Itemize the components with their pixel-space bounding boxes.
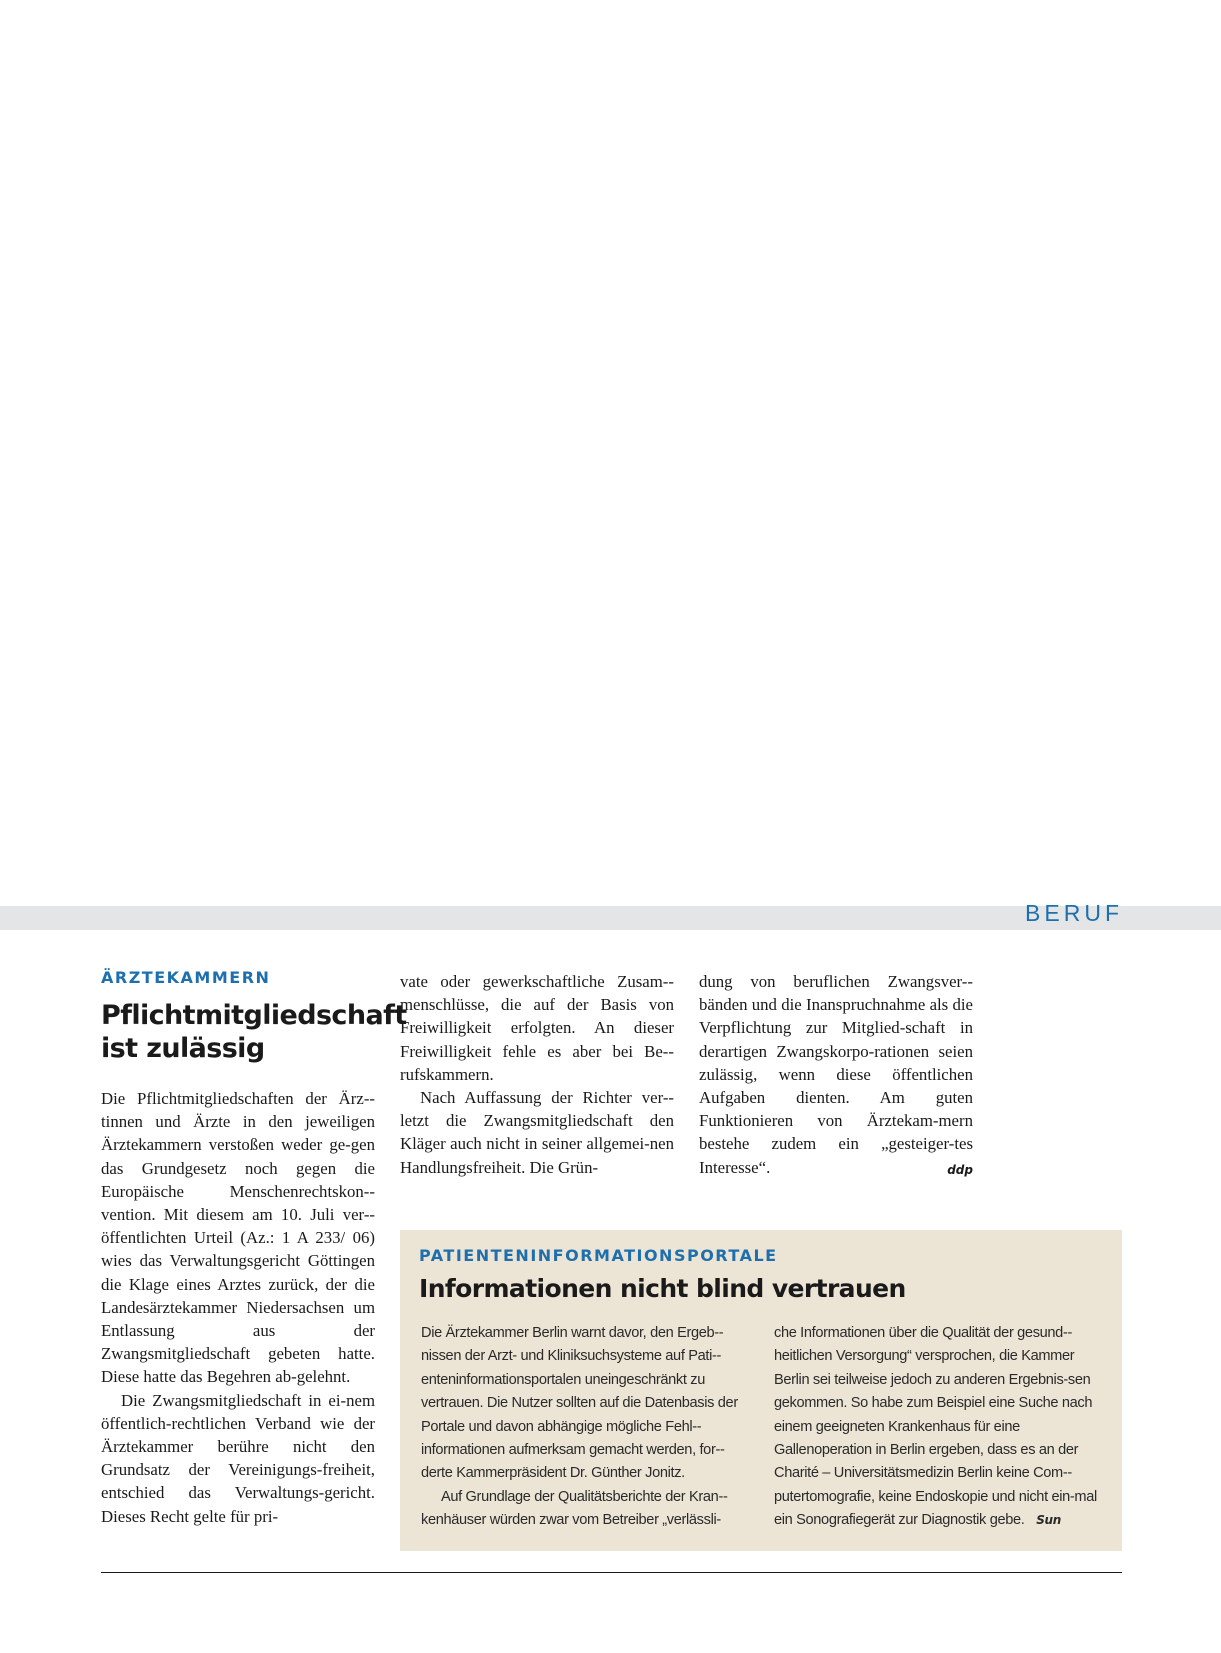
article1-column-2 [400,970,674,1179]
article1-paragraph: vate oder gewerkschaftliche Zusam-menschlüsse, die auf der Basis von Freiwilligkeit erfolgten. An dieser Freiwilligkeit fehle es aber bei Be-rufskammern. [400,972,674,1084]
article2-paragraph: Auf Grundlage der Qualitätsberichte der Kran-kenhäuser würden zwar vom Betreiber „verlässli- [421,1488,728,1529]
info-box [400,1230,1122,1551]
article1-paragraph-text: dung von beruflichen Zwangsver-bänden und die Inanspruchnahme als die Verpflichtung zur Mitglied-schaft in derartigen Zwangskorpo-rationen seien zulässig, wenn diese öffentlichen Aufgaben dienten. Am guten Funktionieren von Ärztekam-mern bestehe zudem ein „gesteiger-tes Interesse“. [699,972,973,1177]
article2-kicker: PATIENTENINFORMATIONSPORTALE [419,1246,778,1265]
article1-headline-line2: ist zulässig [101,1032,265,1064]
article2-signature: Sun [1036,1513,1061,1528]
article1-paragraph [699,970,973,1179]
article1-signature: ddp [947,1162,973,1177]
article2-headline: Informationen nicht blind vertrauen [419,1274,906,1303]
article1-paragraph: Die Zwangsmitgliedschaft in ei-nem öffentlich-rechtlichen Verband wie der Ärztekammer berühre nicht den Grundsatz der Vereinigungs-freiheit, entschied das Verwaltungs-gericht. Dieses Recht gelte für pri- [101,1390,375,1526]
article1-headline [101,1000,407,1066]
section-label: BERUF [1025,900,1123,926]
article2-paragraph [774,1322,1104,1533]
article2-paragraph: Die Ärztekammer Berlin warnt davor, den Ergeb-nissen der Arzt- und Kliniksuchsysteme auf Pati-enteninformationsportalen uneingeschränkt zu vertrauen. Die Nutzer sollten auf die Datenbasis der Portale und davon abhängige mögliche Fehl-informationen aufmerksam gemacht werden, for-derte Kammerpräsident Dr. Günther Jonitz. [421,1325,738,1482]
article2-column-1 [421,1322,746,1533]
article1-headline-line1: Pflichtmitgliedschaft [101,1000,407,1031]
article1-column-3 [699,970,973,1182]
article2-column-2 [774,1322,1104,1533]
article1-kicker: ÄRZTEKAMMERN [101,968,271,987]
article1-column-1 [101,1087,375,1528]
article1-paragraph: Nach Auffassung der Richter ver-letzt die Zwangsmitgliedschaft den Kläger auch nicht in seiner allgemei-nen Handlungsfreiheit. Die Grün- [400,1088,674,1177]
article1-paragraph: Die Pflichtmitgliedschaften der Ärz-tinnen und Ärzte in den jeweiligen Ärztekammern verstoßen weder ge-gen das Grundgesetz noch gegen die Europäische Menschenrechtskon-vention. Mit diesem am 10. Juli ver-öffentlichten Urteil (Az.: 1 A 233/ 06) wies das Verwaltungsgericht Göttingen die Klage eines Arztes zurück, der die Landesärztekammer Niedersachsen um Entlassung aus der Zwangsmitgliedschaft gebeten hatte. Diese hatte das Begehren ab-gelehnt. [101,1089,375,1387]
bottom-rule [101,1572,1122,1573]
article2-paragraph-text: che Informationen über die Qualität der gesund-heitlichen Versorgung“ versprochen, die Kammer Berlin sei teilweise jedoch zu anderen Ergebnis-sen gekommen. So habe zum Beispiel eine Suche nach einem geeigneten Krankenhaus für eine Gallenoperation in Berlin ergeben, dass es an der Charité – Universitätsmedizin Berlin keine Com-putertomografie, keine Endoskopie und nicht ein-mal ein Sonografiegerät zur Diagnostik gebe. [774,1325,1097,1529]
